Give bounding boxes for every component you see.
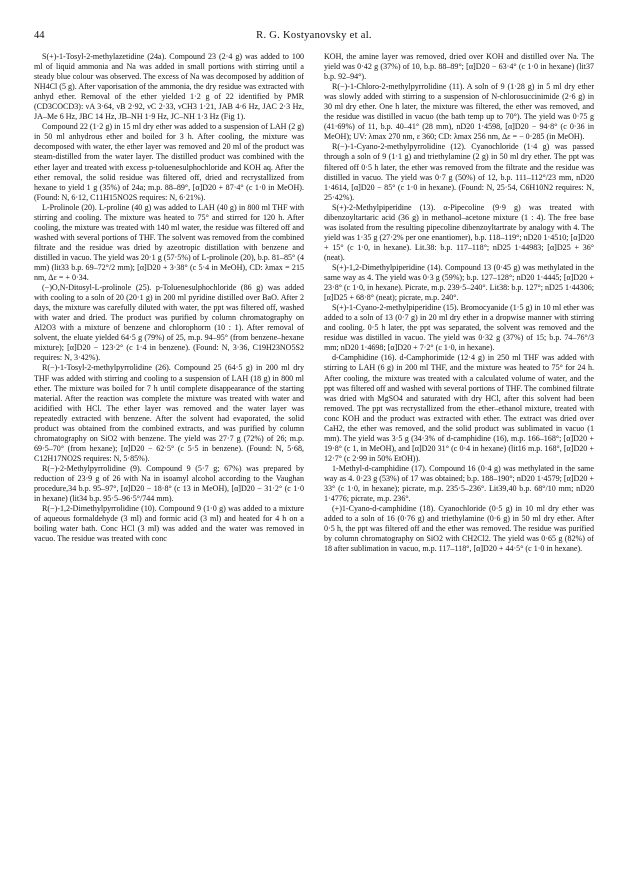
paragraph-ditosyl-25: (−)O,N-Ditosyl-L-prolinole (25). p-Toluenesulphochloride (86 g) was added with cooling to a soln of 20 (20·1 g) in 200 ml pyridine distilled over BaO. After 2 days, the mixture was carefully diluted with water, the ppt was filtered off, washed with water and dried. The product was purified by column chromatography on Al2O3 with a mixture of benzene and chlorophorm (10 : 1). After removal of solvent, the eluate yielded 64·5 g (79%) of 25, m.p. 94–95° (from benzene–hexane mixture); [α]D20 − 123·2° (c 1·4 in benzene). (Found: N, 3·36, C19H23NO5S2 requires: N, 3·42%). xyxy=(34,283,304,363)
paragraph-methyl-camphidine-17: 1-Methyl-d-camphidine (17). Compound 16 (0·4 g) was methylated in the same way as 4. 0·23 g (53%) of 17 was obtained; b.p. 188–190°; nD20 1·4579; [α]D20 + 33° (c 1·0, in hexane); picrate, m.p. 235·5–236°. Lit39,40 b.p. 68°/10 mm; nD20 1·4776; picrate, m.p. 236°. xyxy=(324,463,594,504)
paragraph-camphidine-16: d-Camphidine (16). d-Camphorimide (12·4 g) in 250 ml THF was added with stirring to LAH (6 g) in 200 ml THF, and the mixture was heated to 75° for 24 h. After cooling, the mixture was treated with a calculated volume of water, and the ppt was filtered off and washed with several portions of THF. The combined filtrate was dried with MgSO4 and saturated with dry HCl, after this solvent had been removed. The ppt was recrystallized from the ether–ethanol mixture, treated with conc KOH and the product was extracted with ether. The extract was dried over CaH2, the ether was removed, and the solid product was sublimated in vacuo (1 mm). The yield was 3·5 g (34·3% of d-camphidine (16), m.p. 166–168°; [α]D20 + 19·8° (c 1, in MeOH), and [α]D20 31° (c 0·4 in hexane) (lit16 m.p. 168°, [α]D20 + 12·7° (c 2·99 in 50% EtOH)). xyxy=(324,353,594,463)
running-head: R. G. Kostyanovsky et al. xyxy=(256,30,372,41)
page-number: 44 xyxy=(34,30,45,41)
paragraph-cyano-12: R(−)-1-Cyano-2-methylpyrrolidine (12). Cyanochloride (1·4 g) was passed through a soln of 9 (1·1 g) and triethylamine (2 g) in 50 ml dry ether. The ppt was filtered off 0·5 h later, the ether was removed from the filtrate and the residue was distilled in vacuo. The yield was 0·7 g (50%) of 12, b.p. 111–112°/23 mm, nD20 1·4614, [α]D20 − 85° (c 1·0 in hexane). (Found: N, 25·54, C6H10N2 requires: N, 25·42%). xyxy=(324,142,594,202)
left-column xyxy=(34,52,304,554)
paragraph-dimethylpiperidine-14: S(+)-1,2-Dimethylpiperidine (14). Compound 13 (0·45 g) was methylated in the same way as 4. The yield was 0·3 g (59%); b.p. 127–128°; nD20 1·4445; [α]D20 + 23·8° (c 1·0, in hexane). Picrate, m.p. 239·5–240°. Lit38: b.p. 127°; nD25 1·44306; [α]D25 + 68·8° (neat); picrate, m.p. 240°. xyxy=(324,262,594,303)
paragraph-cyano-15: S(+)-1-Cyano-2-methylpiperidine (15). Bromocyanide (1·5 g) in 10 ml ether was added to a soln of 13 (0·7 g) in 20 ml dry ether in a dropwise manner with stirring and cooling. 0·5 h later, the ppt was separated, the solvent was removed and the residue was distilled in vacuo. The yield was 0·32 g (37%) of 15; b.p. 74–76°/3 mm; nD20 1·4698; [α]D20 + 7·2° (c 1·0, in hexane). xyxy=(324,303,594,353)
paragraph-prolinole-20: L-Prolinole (20). L-proline (40 g) was added to LAH (40 g) in 800 ml THF with stirring and cooling. The mixture was heated to 75° and stirred for 120 h. After cooling, the mixture was treated with 140 ml water, the residue was filtered off and washed with several portions of THF. The solvent was removed from the combined filtrate and the residue was dried by azeotropic distillation with benzene and distilled in vacuo. The yield was 20·1 g (57·5%) of L-prolinole (20), b.p. 81–85° (4 mm) (lit33 b.p. 69–72°/2 mm); [α]D20 + 3·38° (c 5·4 in MeOH), CD: λmax = 215 nm, Δε = + 0·34. xyxy=(34,202,304,283)
right-column xyxy=(324,52,594,554)
paragraph-24a: S(+)-1-Tosyl-2-methylazetidine (24a). Compound 23 (2·4 g) was added to 100 ml of liquid ammonia and Na was added in small portions with stirring until a steady blue colour was observed. The excess of Na was decomposed by addition of NH4Cl (5 g). After vaporisation of the ammonia, the dry residue was extracted with anhyd ether. Removal of the ether yielded 1·2 g of 22 identified by PMR (CD3COCD3): νA 3·64, νB 2·92, νC 2·33, νCH3 1·21, JAB 4·6 Hz, JAC 2·3 Hz, JA–Me 6 Hz, JBC 14 Hz, JB–NH 1·9 Hz, JC–NH 1·3 Hz (Fig 1). xyxy=(34,52,304,122)
page-header xyxy=(34,30,594,52)
paragraph-methylpiperidine-13: S(+)-2-Methylpiperidine (13). α-Pipecoline (9·9 g) was treated with dibenzoyltartaric acid (36 g) in methanol–acetone mixture (1 : 4). The free base was isolated from the resulting pipecoline dibenzoyltartrate by analogy with 4. The yield was 1·35 g (27·2% per one enantiomer), b.p. 118–119°; nD20 1·4510; [α]D20 + 15° (c 1·0, in hexane). Lit.38: b.p. 117–118°; nD25 1·44983; [α]D25 + 36° (neat). xyxy=(324,202,594,262)
paragraph-continued: KOH, the amine layer was removed, dried over KOH and distilled over Na. The yield was 0·42 g (37%) of 10, b.p. 88–89°; [α]D20 − 63·4° (c 1·0 in hexane) (lit37 b.p. 92–94°). xyxy=(324,52,594,82)
paragraph-methylpyrrolidine-9: R(−)-2-Methylpyrrolidine (9). Compound 9 (5·7 g; 67%) was prepared by reduction of 23·9 g of 26 with Na in isoamyl alcohol according to the Vaughan procedure,34 b.p. 95–97°, [α]D20 − 18·8° (c 13 in MeOH), [α]D20 − 31·2° (c 1·0 in hexane) (lit34 b.p. 95·5–96·5°/744 mm). xyxy=(34,463,304,504)
two-column-body xyxy=(34,52,594,554)
paragraph-cyano-camphidine-18: (+)1-Cyano-d-camphidine (18). Cyanochloride (0·5 g) in 10 ml dry ether was added to a soln of 16 (0·76 g) and triethylamine (0·6 g) in 50 ml dry ether. After 0·5 h, the ppt was filtered off and the ether was removed. The residue was purified by column chromatography on SiO2 with CH2Cl2. The yield was 0·65 g (82%) of 18 after sublimation in vacuo, m.p. 117–118°, [α]D20 + 44·5° (c 1·0 in hexane). xyxy=(324,504,594,554)
paragraph-compound-22: Compound 22 (1·2 g) in 15 ml dry ether was added to a suspension of LAH (2 g) in 50 ml anhydrous ether and boiled for 3 h. After cooling, the mixture was decomposed with water, the ether layer was removed and 20 ml of the product was steam-distilled from the water layer. The distilled product was combined with the ether layer and treated with excess p-toluenesulphochloride and KOH aq. After the ether removal, the solid residue was filtered off, dried and recrystallized from hexane to yield 1 g (35%) of 24a; m.p. 88–89°, [α]D20 + 87·4° (c 1·0 in MeOH). (Found: N, 6·12, C11H15NO2S requires: N, 6·21%). xyxy=(34,122,304,202)
paragraph-tosyl-26: R(−)-1-Tosyl-2-methylpyrrolidine (26). Compound 25 (64·5 g) in 200 ml dry THF was added with stirring and cooling to a suspension of LAH (18 g) in 800 ml ether. The mixture was boiled for 7 h until complete disappearance of the starting material. After the reaction was complete the mixture was treated with water and acidified with HCl. The ether layer was removed and the water layer was repeatedly extracted with benzene. After the solvent had evaporated, the solid product was obtained from the combined extracts, and was purified by column chromatography on SiO2 with benzene. The yield was 27·7 g (72%) of 26; m.p. 69·5–70° (from hexane); [α]D20 − 62·5° (c 5·5 in benzene). (Found: N, 5·68, C12H17NO2S requires: N, 5·85%). xyxy=(34,363,304,463)
paragraph-chloro-11: R(−)-1-Chloro-2-methylpyrrolidine (11). A soln of 9 (1·28 g) in 5 ml dry ether was slowly added with stirring to a suspension of N-chlorosuccinimide (2·6 g) in 30 ml dry ether. One h later, the mixture was filtered, the ether was removed, and the residue was distilled in vacuo (the bath temp up to 70°). The yield was 0·75 g (41·69%) of 11, b.p. 40–41° (28 mm), nD20 1·4598, [α]D20 − 94·8° (c 0·36 in MeOH); UV: λmax 270 nm, ε 360; CD: λmax 256 nm, Δε = − 0·285 (in MeOH). xyxy=(324,82,594,142)
paragraph-dimethylpyrrolidine-10: R(−)-1,2-Dimethylpyrrolidine (10). Compound 9 (1·0 g) was added to a mixture of aqueous formaldehyde (3 ml) and formic acid (3 ml) and heated for 4 h on a boiling water bath. Conc HCl (3 ml) was added and the water was removed in vacuo. The residue was treated with conc xyxy=(34,504,304,544)
